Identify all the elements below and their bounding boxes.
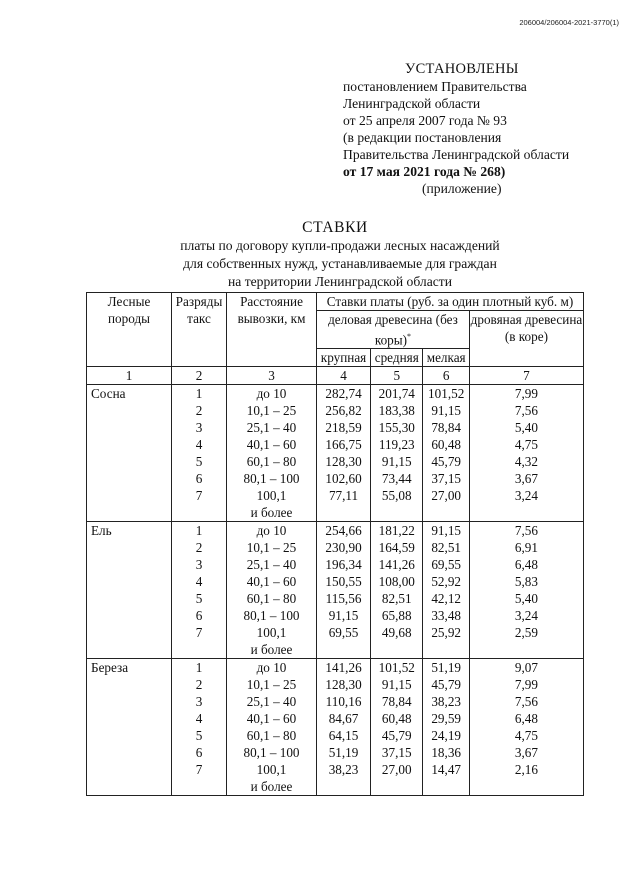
table-cell: 45,79 bbox=[423, 453, 469, 470]
species-cell bbox=[87, 693, 172, 710]
table-cell: 77,11 bbox=[317, 487, 371, 504]
table-cell: 38,23 bbox=[317, 761, 371, 778]
table-cell: 3,24 bbox=[469, 607, 583, 624]
table-row bbox=[87, 778, 584, 796]
table-cell: 91,15 bbox=[371, 453, 423, 470]
table-cell: 91,15 bbox=[423, 522, 469, 540]
header-tax-class: Разряды такс bbox=[172, 293, 227, 367]
table-cell: 155,30 bbox=[371, 419, 423, 436]
table-row bbox=[87, 710, 584, 727]
table-cell: 3,67 bbox=[469, 470, 583, 487]
header-fuel: дровяная древесина (в коре) bbox=[469, 311, 583, 367]
column-number: 5 bbox=[371, 367, 423, 385]
table-cell: 230,90 bbox=[317, 539, 371, 556]
table-cell: 181,22 bbox=[371, 522, 423, 540]
table-cell bbox=[469, 504, 583, 522]
table-cell: 5,40 bbox=[469, 590, 583, 607]
table-cell: 2,59 bbox=[469, 624, 583, 641]
table-cell: 4 bbox=[172, 573, 227, 590]
table-cell: 80,1 – 100 bbox=[227, 607, 317, 624]
heading-subtitle-line: для собственных нужд, устанавливаемые для граждан bbox=[183, 256, 497, 271]
distance-extra: и более bbox=[227, 778, 317, 796]
table-cell: 64,15 bbox=[317, 727, 371, 744]
table-row bbox=[87, 487, 584, 504]
table-cell: 82,51 bbox=[423, 539, 469, 556]
table-cell bbox=[371, 778, 423, 796]
table-cell: 60,48 bbox=[423, 436, 469, 453]
table-cell: 10,1 – 25 bbox=[227, 539, 317, 556]
species-cell bbox=[87, 727, 172, 744]
table-row bbox=[87, 573, 584, 590]
table-cell: 100,1 bbox=[227, 624, 317, 641]
table-cell: 3 bbox=[172, 419, 227, 436]
table-cell: 52,92 bbox=[423, 573, 469, 590]
table-cell bbox=[371, 641, 423, 659]
table-cell: 10,1 – 25 bbox=[227, 676, 317, 693]
table-cell: 45,79 bbox=[423, 676, 469, 693]
table-cell: 196,34 bbox=[317, 556, 371, 573]
table-cell: 45,79 bbox=[371, 727, 423, 744]
table-cell: 80,1 – 100 bbox=[227, 744, 317, 761]
species-cell bbox=[87, 470, 172, 487]
table-cell: 201,74 bbox=[371, 385, 423, 403]
table-cell: 40,1 – 60 bbox=[227, 436, 317, 453]
table-cell: 3 bbox=[172, 693, 227, 710]
table-cell: 110,16 bbox=[317, 693, 371, 710]
table-cell: 27,00 bbox=[371, 761, 423, 778]
table-row bbox=[87, 436, 584, 453]
table-cell: 7 bbox=[172, 624, 227, 641]
table-row bbox=[87, 693, 584, 710]
table-row bbox=[87, 659, 584, 677]
table-cell: 25,92 bbox=[423, 624, 469, 641]
table-cell: 256,82 bbox=[317, 402, 371, 419]
table-cell: 108,00 bbox=[371, 573, 423, 590]
approval-line: постановлением Правительства bbox=[343, 79, 527, 94]
table-cell: 25,1 – 40 bbox=[227, 556, 317, 573]
table-cell: 42,12 bbox=[423, 590, 469, 607]
table-cell: 38,23 bbox=[423, 693, 469, 710]
table-cell: 4,32 bbox=[469, 453, 583, 470]
header-distance: Расстояние вывозки, км bbox=[227, 293, 317, 367]
table-cell: 55,08 bbox=[371, 487, 423, 504]
table-cell: 150,55 bbox=[317, 573, 371, 590]
table-cell: 7,56 bbox=[469, 522, 583, 540]
distance-extra: и более bbox=[227, 504, 317, 522]
table-cell: 78,84 bbox=[371, 693, 423, 710]
table-row bbox=[87, 641, 584, 659]
table-row bbox=[87, 744, 584, 761]
table-cell: 2 bbox=[172, 539, 227, 556]
table-cell: 115,56 bbox=[317, 590, 371, 607]
table-cell: 24,19 bbox=[423, 727, 469, 744]
footnote-mark: * bbox=[407, 332, 412, 341]
table-cell: 128,30 bbox=[317, 676, 371, 693]
table-cell: 4 bbox=[172, 436, 227, 453]
table-cell: 6 bbox=[172, 607, 227, 624]
table-cell: 5,40 bbox=[469, 419, 583, 436]
species-cell bbox=[87, 590, 172, 607]
table-cell bbox=[469, 778, 583, 796]
document-id: 206004/206004-2021-3770(1) bbox=[519, 18, 619, 27]
table-cell: 37,15 bbox=[371, 744, 423, 761]
table-cell: 37,15 bbox=[423, 470, 469, 487]
table-cell: 4,75 bbox=[469, 727, 583, 744]
approval-block bbox=[343, 61, 569, 197]
table-cell: 80,1 – 100 bbox=[227, 470, 317, 487]
table-cell: 69,55 bbox=[423, 556, 469, 573]
column-number: 6 bbox=[423, 367, 469, 385]
species-name: Ель bbox=[87, 522, 172, 540]
species-cell bbox=[87, 402, 172, 419]
approval-line: (в редакции постановления bbox=[343, 130, 502, 145]
header-small: мелкая bbox=[423, 349, 469, 367]
approval-title: УСТАНОВЛЕНЫ bbox=[405, 61, 519, 77]
table-cell: 6,48 bbox=[469, 556, 583, 573]
table-cell: 4 bbox=[172, 710, 227, 727]
table-cell: 3,24 bbox=[469, 487, 583, 504]
table-row bbox=[87, 556, 584, 573]
table-cell: 25,1 – 40 bbox=[227, 693, 317, 710]
table-row bbox=[87, 727, 584, 744]
table-cell: 3,67 bbox=[469, 744, 583, 761]
approval-edition: от 17 мая 2021 года № 268) bbox=[343, 164, 506, 179]
table-cell: 166,75 bbox=[317, 436, 371, 453]
table-row bbox=[87, 761, 584, 778]
table-cell: 10,1 – 25 bbox=[227, 402, 317, 419]
table-cell: 49,68 bbox=[371, 624, 423, 641]
table-cell bbox=[172, 504, 227, 522]
column-number: 7 bbox=[469, 367, 583, 385]
table-cell: 4,75 bbox=[469, 436, 583, 453]
species-cell bbox=[87, 676, 172, 693]
table-row bbox=[87, 385, 584, 403]
species-cell bbox=[87, 607, 172, 624]
table-row bbox=[87, 470, 584, 487]
column-number: 2 bbox=[172, 367, 227, 385]
table-cell: 7,99 bbox=[469, 385, 583, 403]
table-cell: 128,30 bbox=[317, 453, 371, 470]
table-row bbox=[87, 419, 584, 436]
table-cell: 100,1 bbox=[227, 761, 317, 778]
table-cell: 51,19 bbox=[423, 659, 469, 677]
table-cell: 5 bbox=[172, 453, 227, 470]
table-cell: 5 bbox=[172, 590, 227, 607]
table-cell: 84,67 bbox=[317, 710, 371, 727]
header-commercial: деловая древесина (без коры)* bbox=[317, 311, 470, 349]
table-cell: до 10 bbox=[227, 522, 317, 540]
species-cell bbox=[87, 419, 172, 436]
table-cell: 7 bbox=[172, 487, 227, 504]
table-cell: 73,44 bbox=[371, 470, 423, 487]
table-cell: 2 bbox=[172, 402, 227, 419]
species-cell bbox=[87, 539, 172, 556]
table-cell: 7 bbox=[172, 761, 227, 778]
table-cell: 33,48 bbox=[423, 607, 469, 624]
table-cell bbox=[371, 504, 423, 522]
table-row bbox=[87, 504, 584, 522]
table-cell: 65,88 bbox=[371, 607, 423, 624]
species-cell bbox=[87, 453, 172, 470]
species-cell bbox=[87, 761, 172, 778]
table-cell: 282,74 bbox=[317, 385, 371, 403]
species-cell bbox=[87, 556, 172, 573]
table-cell: 164,59 bbox=[371, 539, 423, 556]
column-number-row bbox=[87, 367, 584, 385]
table-cell bbox=[469, 641, 583, 659]
table-row bbox=[87, 402, 584, 419]
table-cell: 1 bbox=[172, 385, 227, 403]
table-cell: 1 bbox=[172, 659, 227, 677]
table-cell: до 10 bbox=[227, 385, 317, 403]
table-cell: 51,19 bbox=[317, 744, 371, 761]
species-cell bbox=[87, 624, 172, 641]
table-cell: 254,66 bbox=[317, 522, 371, 540]
column-number: 3 bbox=[227, 367, 317, 385]
table-cell: 101,52 bbox=[423, 385, 469, 403]
table-cell: 119,23 bbox=[371, 436, 423, 453]
heading-subtitle-line: на территории Ленинградской области bbox=[227, 274, 453, 289]
table-cell: 40,1 – 60 bbox=[227, 710, 317, 727]
approval-line: от 25 апреля 2007 года № 93 bbox=[343, 113, 507, 128]
table-cell: 9,07 bbox=[469, 659, 583, 677]
table-cell: 82,51 bbox=[371, 590, 423, 607]
table-row bbox=[87, 590, 584, 607]
table-cell: 7,99 bbox=[469, 676, 583, 693]
table-cell: 2,16 bbox=[469, 761, 583, 778]
table-cell: 6,91 bbox=[469, 539, 583, 556]
table-cell bbox=[317, 778, 371, 796]
species-name: Береза bbox=[87, 659, 172, 677]
table-cell bbox=[87, 504, 172, 522]
species-name: Сосна bbox=[87, 385, 172, 403]
header-rates: Ставки платы (руб. за один плотный куб. м) bbox=[317, 293, 584, 311]
table-cell: до 10 bbox=[227, 659, 317, 677]
table-cell: 100,1 bbox=[227, 487, 317, 504]
table-cell: 60,1 – 80 bbox=[227, 727, 317, 744]
table-cell: 6,48 bbox=[469, 710, 583, 727]
table-cell: 91,15 bbox=[371, 676, 423, 693]
table-cell: 6 bbox=[172, 470, 227, 487]
table-row bbox=[87, 676, 584, 693]
table-cell bbox=[87, 641, 172, 659]
heading-subtitle-line: платы по договору купли-продажи лесных насаждений bbox=[180, 238, 500, 253]
table-cell: 7,56 bbox=[469, 693, 583, 710]
table-row bbox=[87, 453, 584, 470]
table-cell: 40,1 – 60 bbox=[227, 573, 317, 590]
distance-extra: и более bbox=[227, 641, 317, 659]
column-number: 4 bbox=[317, 367, 371, 385]
approval-line: Правительства Ленинградской области bbox=[343, 147, 570, 162]
table-cell: 60,1 – 80 bbox=[227, 453, 317, 470]
table-cell bbox=[423, 641, 469, 659]
approval-line: Ленинградской области bbox=[343, 96, 481, 111]
table-cell bbox=[317, 504, 371, 522]
table-cell: 18,36 bbox=[423, 744, 469, 761]
species-cell bbox=[87, 744, 172, 761]
table-cell bbox=[423, 778, 469, 796]
table-row bbox=[87, 607, 584, 624]
table-cell: 102,60 bbox=[317, 470, 371, 487]
table-cell: 2 bbox=[172, 676, 227, 693]
rates-table bbox=[86, 292, 584, 796]
table-cell: 60,1 – 80 bbox=[227, 590, 317, 607]
table-cell bbox=[172, 778, 227, 796]
table-cell: 101,52 bbox=[371, 659, 423, 677]
table-cell: 5,83 bbox=[469, 573, 583, 590]
heading-title: СТАВКИ bbox=[302, 219, 368, 236]
column-number: 1 bbox=[87, 367, 172, 385]
table-cell: 78,84 bbox=[423, 419, 469, 436]
table-cell: 141,26 bbox=[317, 659, 371, 677]
table-cell: 14,47 bbox=[423, 761, 469, 778]
table-cell: 69,55 bbox=[317, 624, 371, 641]
document-heading bbox=[0, 219, 640, 291]
approval-appendix: (приложение) bbox=[422, 181, 502, 196]
species-cell bbox=[87, 436, 172, 453]
table-cell bbox=[423, 504, 469, 522]
table-cell bbox=[87, 778, 172, 796]
table-cell: 183,38 bbox=[371, 402, 423, 419]
table-row bbox=[87, 624, 584, 641]
table-cell: 3 bbox=[172, 556, 227, 573]
header-species: Лесные породы bbox=[87, 293, 172, 367]
table-cell: 1 bbox=[172, 522, 227, 540]
table-cell: 27,00 bbox=[423, 487, 469, 504]
header-medium: средняя bbox=[371, 349, 423, 367]
table-cell bbox=[317, 641, 371, 659]
table-row bbox=[87, 539, 584, 556]
table-cell bbox=[172, 641, 227, 659]
table-cell: 91,15 bbox=[317, 607, 371, 624]
table-row bbox=[87, 522, 584, 540]
table-body bbox=[87, 385, 584, 796]
table-cell: 25,1 – 40 bbox=[227, 419, 317, 436]
species-cell bbox=[87, 573, 172, 590]
table-cell: 141,26 bbox=[371, 556, 423, 573]
table-cell: 218,59 bbox=[317, 419, 371, 436]
table-cell: 6 bbox=[172, 744, 227, 761]
table-cell: 7,56 bbox=[469, 402, 583, 419]
table-cell: 60,48 bbox=[371, 710, 423, 727]
table-cell: 5 bbox=[172, 727, 227, 744]
table-cell: 29,59 bbox=[423, 710, 469, 727]
species-cell bbox=[87, 710, 172, 727]
table-cell: 91,15 bbox=[423, 402, 469, 419]
header-large: крупная bbox=[317, 349, 371, 367]
species-cell bbox=[87, 487, 172, 504]
